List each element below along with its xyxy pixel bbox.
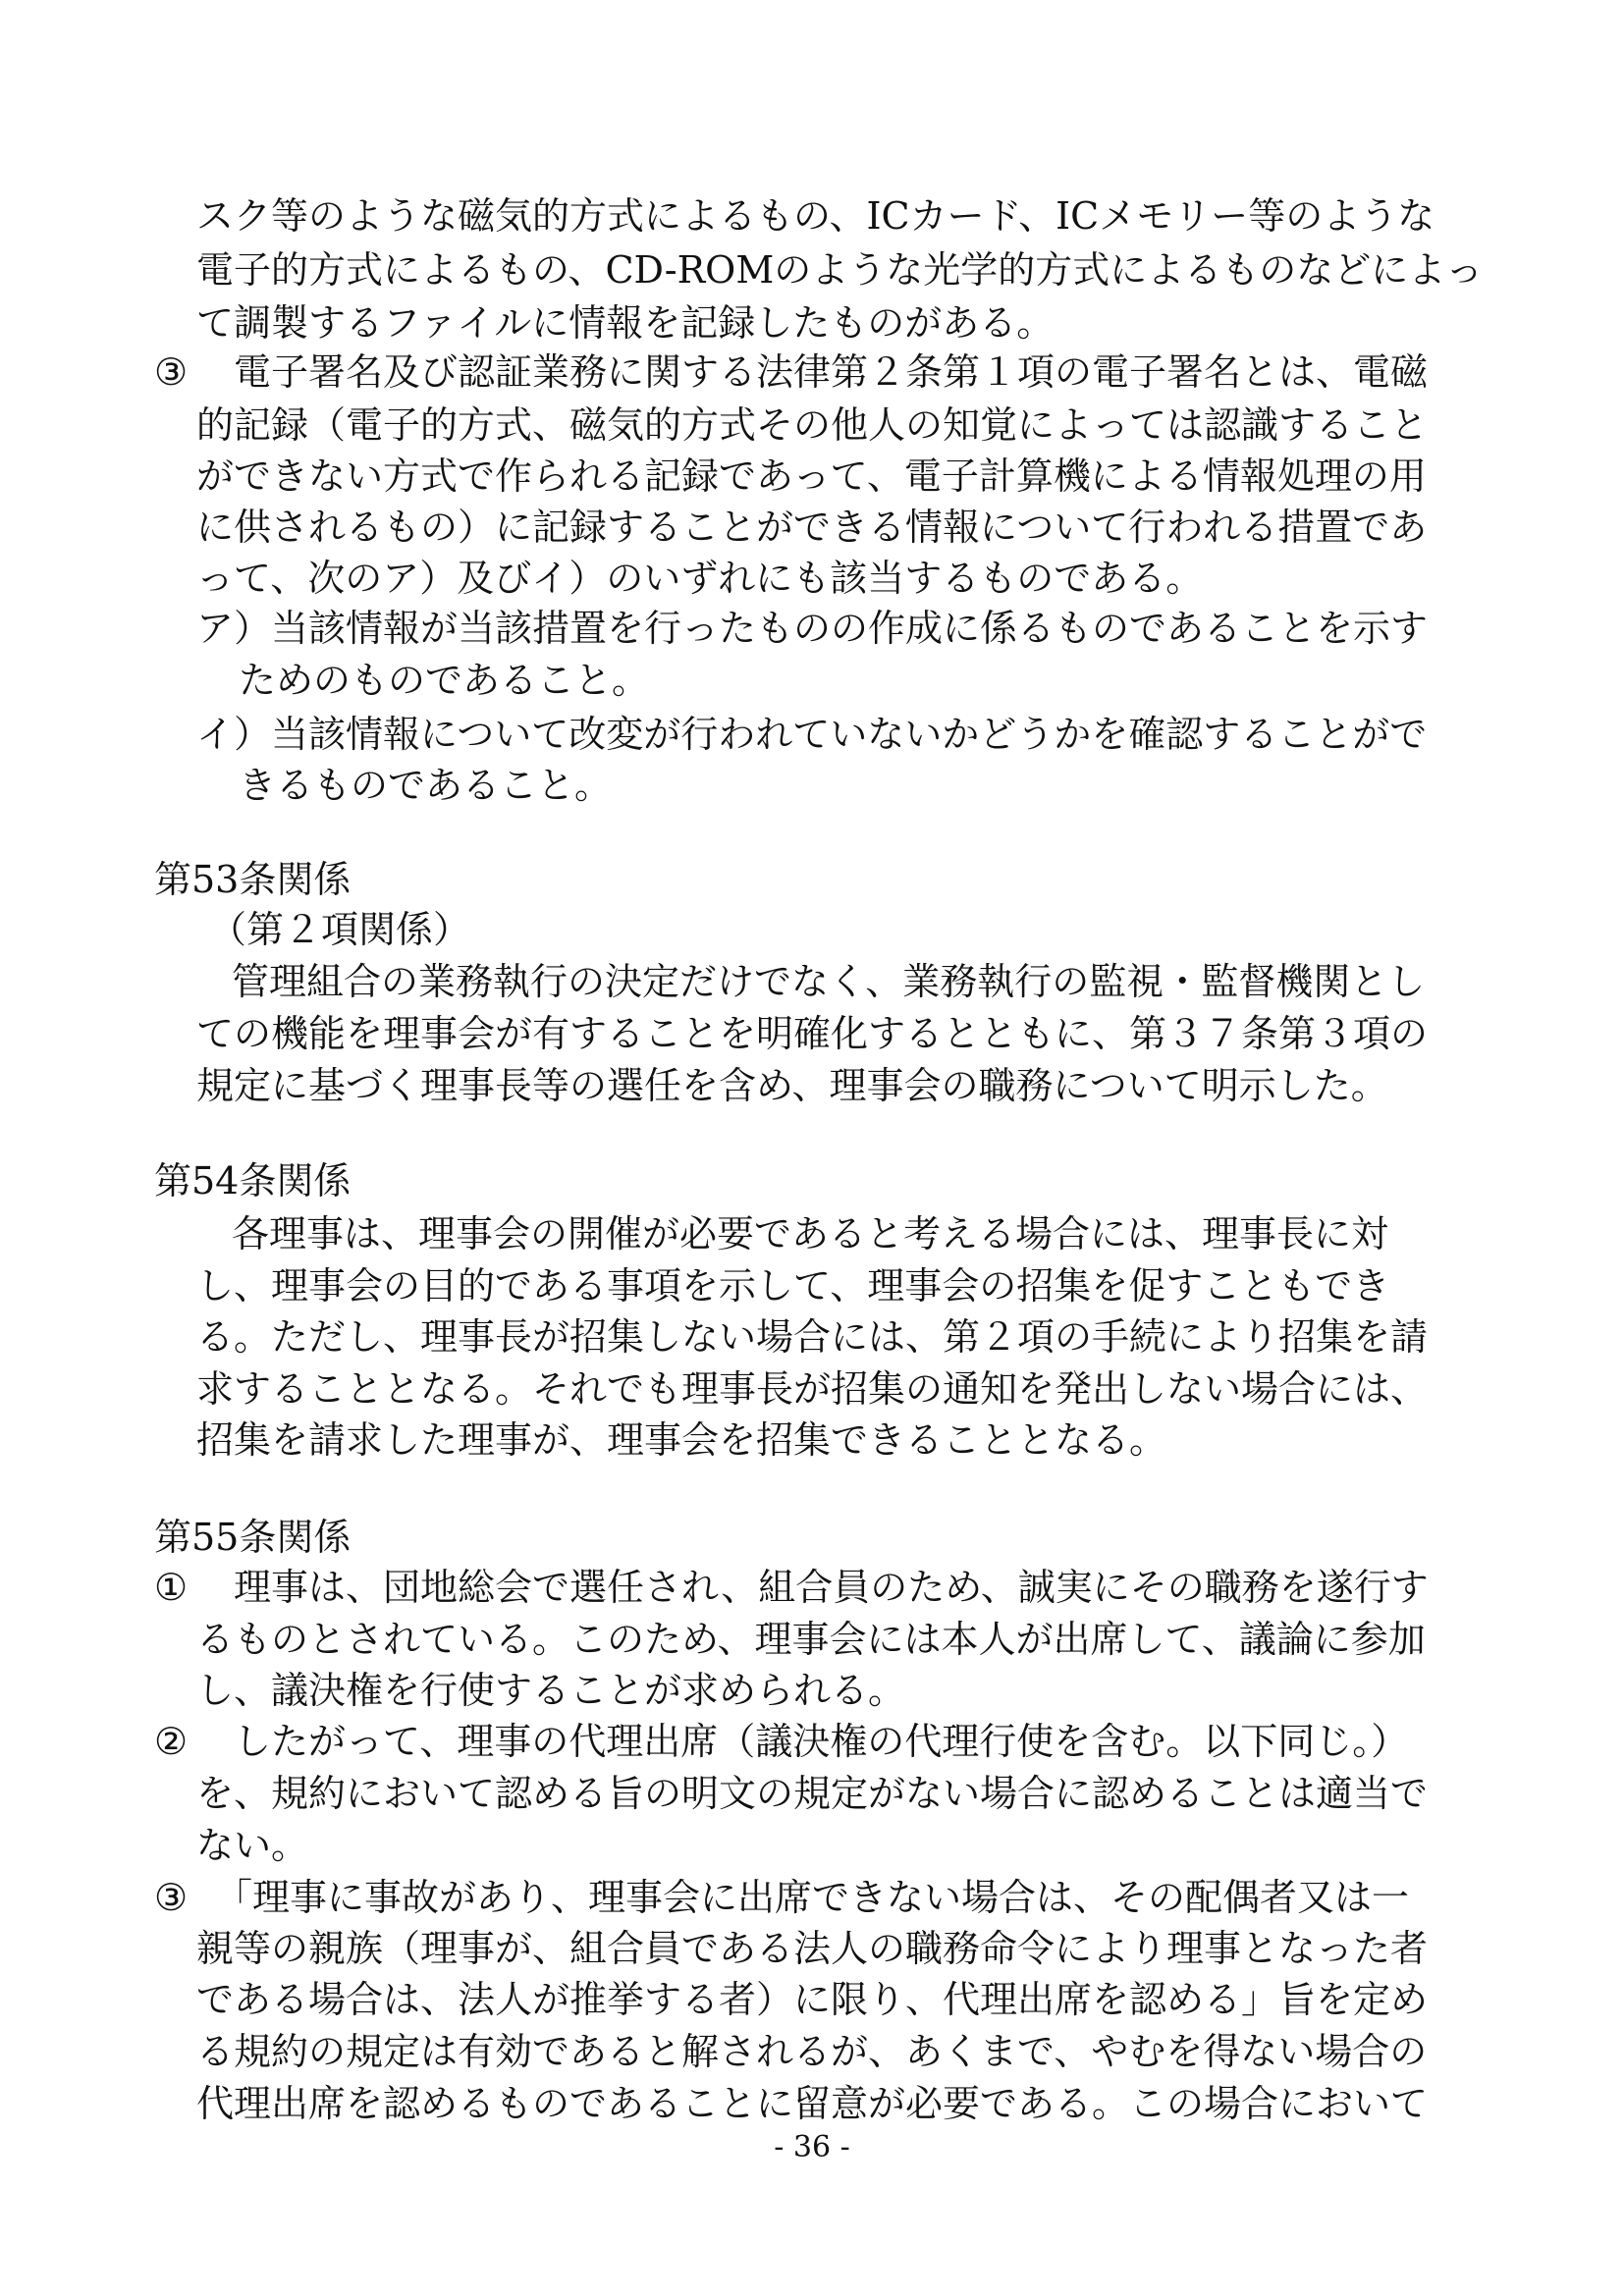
- section-heading: 第54条関係: [154, 1159, 352, 1202]
- item-marker: ③: [154, 350, 189, 394]
- section-heading: 第53条関係: [154, 858, 352, 901]
- text-line: るものとされている。このため、理事会には本人が出席して、議論に参加: [196, 1618, 1426, 1661]
- text-line: 的記録（電子的方式、磁気的方式その他人の知覚によっては認識すること: [196, 403, 1429, 447]
- text-line: ない。: [196, 1824, 309, 1867]
- text-line: し、理事会の目的である事項を示して、理事会の招集を促すこともでき: [196, 1264, 1390, 1308]
- text-line: ためのものであること。: [239, 659, 650, 702]
- text-line: って、次のア）及びイ）のいずれにも該当するものである。: [196, 557, 1204, 600]
- text-line: 管理組合の業務執行の決定だけでなく、業務執行の監視・監督機関とし: [232, 960, 1426, 1003]
- text-line: 電子的方式によるもの、CD-ROMのような光学的方式によるものなどによっ: [196, 248, 1484, 292]
- text-line: に供されるもの）に記録することができる情報について行われる措置であ: [196, 506, 1428, 549]
- text-line: 招集を請求した理事が、理事会を招集できることとなる。: [196, 1418, 1167, 1462]
- item-marker: ②: [154, 1720, 189, 1763]
- text-line: て調製するファイルに情報を記録したものがある。: [196, 301, 1055, 345]
- text-line: る。ただし、理事長が招集しない場合には、第２項の手続により招集を請: [196, 1315, 1429, 1359]
- text-line: スク等のような磁気的方式によるもの、ICカード、ICメモリー等のような: [196, 194, 1435, 238]
- text-line: 電子署名及び認証業務に関する法律第２条第１項の電子署名とは、電磁: [196, 350, 1429, 394]
- item-marker: ①: [154, 1566, 189, 1609]
- text-line: ができない方式で作られる記録であって、電子計算機による情報処理の用: [196, 454, 1427, 498]
- text-line: 規定に基づく理事長等の選任を含め、理事会の職務について明示した。: [196, 1064, 1388, 1107]
- sub-item-i: イ）当該情報について改変が行われていないかどうかを確認することがで: [196, 713, 1428, 756]
- sub-item-a: ア）当該情報が当該措置を行ったものの作成に係るものであることを示す: [196, 607, 1429, 650]
- text-line: る規約の規定は有効であると解されるが、あくまで、やむを得ない場合の: [196, 2030, 1428, 2073]
- text-line: 親等の親族（理事が、組合員である法人の職務命令により理事となった者: [196, 1927, 1429, 1970]
- text-line: し、議決権を行使することが求められる。: [196, 1669, 906, 1712]
- text-line: 代理出席を認めるものであることに留意が必要である。この場合において: [196, 2082, 1429, 2125]
- section-subheading: （第２項関係）: [209, 908, 471, 951]
- text-line: を、規約において認める旨の明文の規定がない場合に認めることは適当で: [196, 1772, 1429, 1815]
- text-line: したがって、理事の代理出席（議決権の代理行使を含む。以下同じ。）: [196, 1720, 1409, 1763]
- text-line: である場合は、法人が推挙する者）に限り、代理出席を認める」旨を定め: [196, 1978, 1429, 2021]
- text-line: 求することとなる。それでも理事長が招集の通知を発出しない場合には、: [196, 1367, 1429, 1411]
- text-line: ての機能を理事会が有することを明確化するとともに、第３７条第３項の: [196, 1012, 1429, 1055]
- item-marker: ③: [154, 1876, 189, 1919]
- text-line: 理事は、団地総会で選任され、組合員のため、誠実にその職務を遂行す: [196, 1566, 1429, 1609]
- text-line: きるものであること。: [239, 764, 613, 807]
- text-line: 各理事は、理事会の開催が必要であると考える場合には、理事長に対: [232, 1212, 1389, 1255]
- page-number: - 36 -: [774, 2130, 850, 2164]
- section-heading: 第55条関係: [154, 1516, 352, 1559]
- text-line: 「理事に事故があり、理事会に出席できない場合は、その配偶者又は一: [196, 1876, 1410, 1919]
